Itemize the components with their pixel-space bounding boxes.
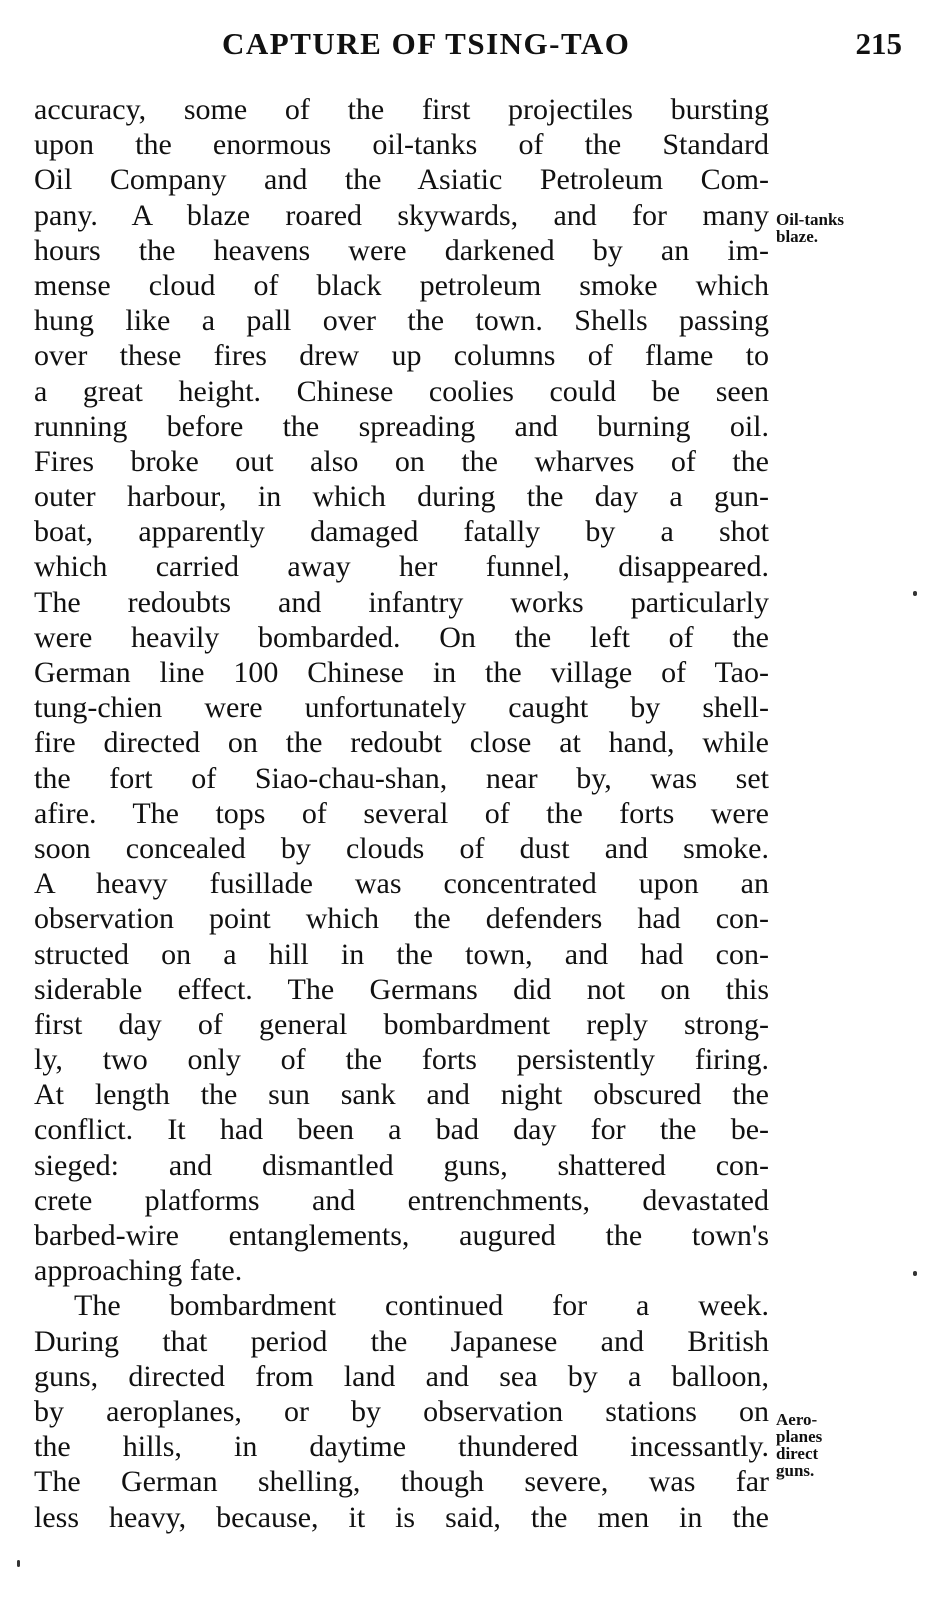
page-header bbox=[0, 26, 950, 66]
text-line: which carried away her funnel, disappeared. bbox=[34, 550, 769, 584]
text-line: During that period the Japanese and British bbox=[34, 1324, 769, 1358]
page-number: 215 bbox=[855, 26, 902, 61]
text-line: Fires broke out also on the wharves of the bbox=[34, 444, 769, 478]
margin-note-line: blaze. bbox=[776, 227, 819, 246]
text-line: fire directed on the redoubt close at hand, while bbox=[34, 726, 769, 760]
paragraph-start-line: The bombardment continued for a week. bbox=[74, 1289, 769, 1323]
text-line: hours the heavens were darkened by an im- bbox=[34, 233, 769, 267]
margin-note-line: Aero- bbox=[776, 1410, 818, 1429]
text-line: accuracy, some of the first projectiles bursting bbox=[34, 93, 769, 126]
margin-note-oil-tanks bbox=[776, 211, 844, 245]
margin-note-line: guns. bbox=[776, 1461, 815, 1480]
text-line: The redoubts and infantry works particularly bbox=[34, 585, 769, 619]
text-line: the fort of Siao-chau-shan, near by, was set bbox=[34, 761, 769, 795]
text-line: German line 100 Chinese in the village of Tao- bbox=[34, 656, 769, 689]
text-line: by aeroplanes, or by observation stations on bbox=[34, 1394, 769, 1428]
text-line: upon the enormous oil-tanks of the Standard bbox=[34, 128, 769, 162]
text-line: guns, directed from land and sea by a balloon, bbox=[34, 1359, 769, 1393]
text-line: barbed-wire entanglements, augured the town's bbox=[34, 1219, 769, 1252]
text-line: hung like a pall over the town. Shells passing bbox=[34, 304, 769, 338]
text-line: soon concealed by clouds of dust and smoke. bbox=[34, 831, 769, 865]
text-line: the hills, in daytime thundered incessantly. bbox=[34, 1430, 769, 1464]
ink-speck bbox=[913, 1271, 917, 1276]
ink-speck bbox=[913, 591, 917, 596]
text-line: ly, two only of the forts persistently firing. bbox=[34, 1043, 769, 1077]
text-line: first day of general bombardment reply strong- bbox=[34, 1007, 769, 1041]
text-line: The German shelling, though severe, was far bbox=[34, 1465, 769, 1499]
text-line: were heavily bombarded. On the left of the bbox=[34, 620, 769, 654]
ink-speck bbox=[17, 1560, 20, 1567]
text-line: observation point which the defenders had con- bbox=[34, 902, 769, 936]
text-line: mense cloud of black petroleum smoke which bbox=[34, 268, 769, 302]
margin-note-line: direct bbox=[776, 1444, 819, 1463]
margin-note-line: planes bbox=[776, 1427, 823, 1446]
text-line: pany. A blaze roared skywards, and for many bbox=[34, 198, 769, 232]
paragraph-end-line: approaching fate. bbox=[34, 1254, 243, 1288]
text-line: less heavy, because, it is said, the men in the bbox=[34, 1500, 769, 1534]
margin-note-line: Oil-tanks bbox=[776, 210, 845, 229]
text-line: sieged: and dismantled guns, shattered con- bbox=[34, 1148, 769, 1182]
text-line: boat, apparently damaged fatally by a shot bbox=[34, 515, 769, 549]
text-line: outer harbour, in which during the day a gun- bbox=[34, 480, 769, 514]
text-line: running before the spreading and burning oil. bbox=[34, 409, 769, 443]
text-line: Oil Company and the Asiatic Petroleum Com- bbox=[34, 163, 769, 197]
text-line: tung-chien were unfortunately caught by shell- bbox=[34, 691, 769, 725]
text-line: structed on a hill in the town, and had con- bbox=[34, 937, 769, 971]
text-line: over these fires drew up columns of flame to bbox=[34, 339, 769, 373]
text-line: siderable effect. The Germans did not on this bbox=[34, 972, 769, 1006]
text-line: afire. The tops of several of the forts were bbox=[34, 796, 769, 830]
text-line: a great height. Chinese coolies could be seen bbox=[34, 374, 769, 408]
text-line: conflict. It had been a bad day for the be- bbox=[34, 1113, 769, 1147]
text-line: crete platforms and entrenchments, devastated bbox=[34, 1183, 769, 1217]
running-title: CAPTURE OF TSING-TAO bbox=[222, 26, 631, 61]
margin-note-aeroplanes bbox=[776, 1411, 822, 1479]
text-line: A heavy fusillade was concentrated upon an bbox=[34, 867, 769, 901]
body-text bbox=[34, 92, 769, 1535]
text-line: At length the sun sank and night obscured the bbox=[34, 1078, 769, 1112]
